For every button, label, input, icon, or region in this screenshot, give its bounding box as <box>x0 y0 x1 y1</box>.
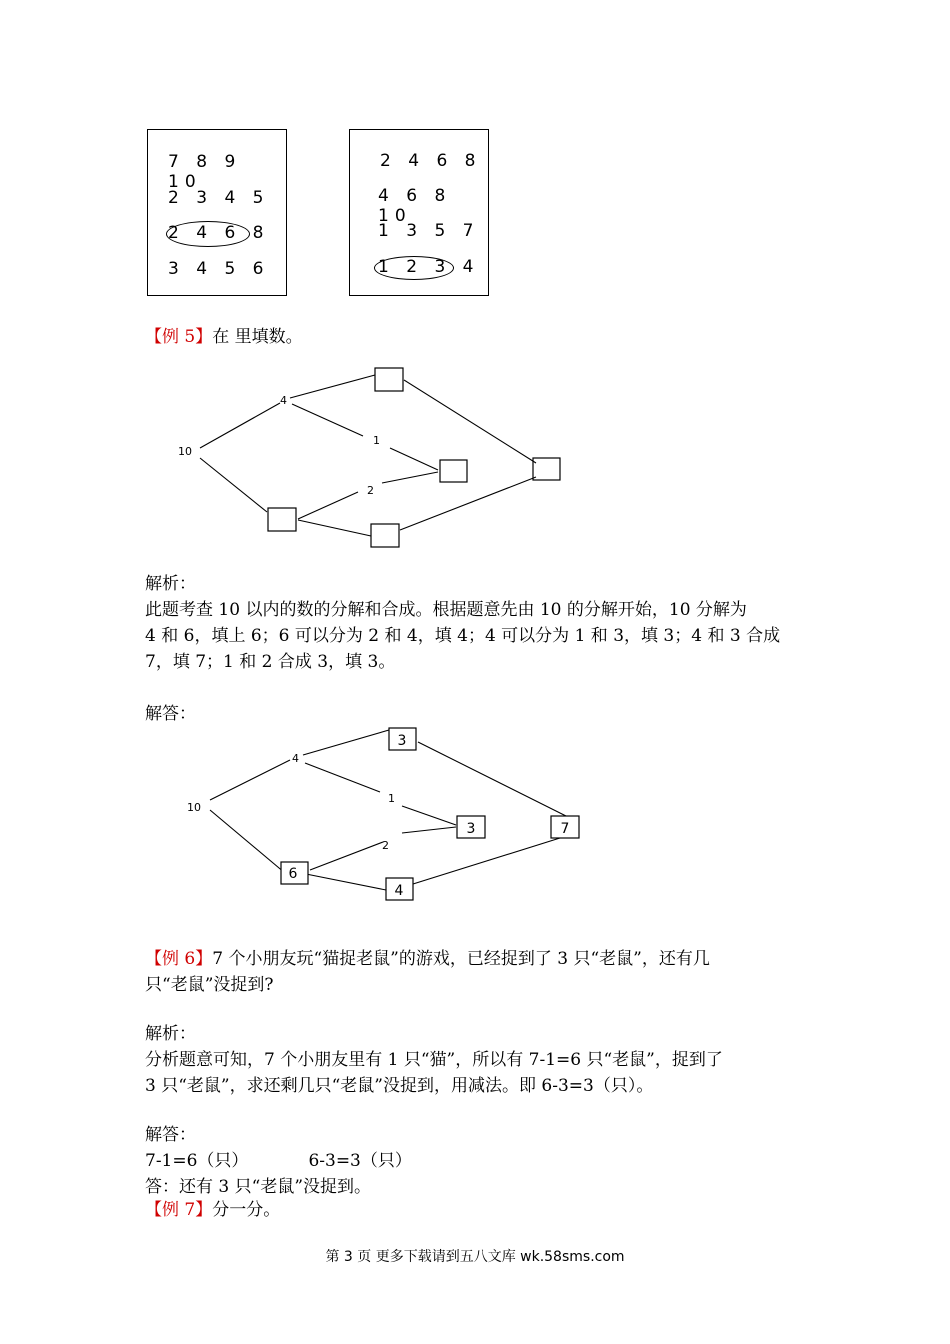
blank-box-left <box>268 508 296 531</box>
number-box-left <box>147 129 287 296</box>
box-row: 2 3 4 5 <box>168 188 270 208</box>
answer-value: 3 <box>466 821 476 837</box>
example-text: 在 里填数。 <box>212 327 303 347</box>
analysis6 <box>145 1021 723 1099</box>
node-label: 2 <box>367 484 374 497</box>
page-footer: 第 3 页 更多下载请到五八文库 wk.58sms.com <box>325 1249 625 1265</box>
analysis5 <box>145 571 780 675</box>
node-label: 10 <box>187 801 201 814</box>
number-box-right <box>349 129 489 296</box>
box-row-circled: 2 4 6 8 <box>168 223 270 243</box>
example-tag: 【例 7】 <box>145 1200 213 1220</box>
blank-box-top <box>375 368 403 391</box>
number-split-diagram-answer <box>0 720 700 910</box>
number-split-diagram-blank <box>0 360 700 560</box>
analysis-line: 此题考查 10 以内的数的分解和合成。根据题意先由 10 的分解开始，10 分解为 <box>145 600 747 620</box>
answer6 <box>145 1122 412 1200</box>
box-row: 1 3 5 7 <box>378 221 480 241</box>
example7 <box>145 1197 280 1223</box>
analysis-line: 7，填 7；1 和 2 合成 3，填 3。 <box>145 652 396 672</box>
node-label: 1 <box>373 434 380 447</box>
box-row-circled: 1 2 3 4 <box>378 257 480 277</box>
analysis-line: 分析题意可知，7 个小朋友里有 1 只“猫”，所以有 7-1=6 只“老鼠”，捉到了 <box>145 1050 723 1070</box>
example-tag: 【例 6】 <box>145 949 213 969</box>
blank-box-mid <box>440 460 467 482</box>
box-row: 3 4 5 6 <box>168 259 270 279</box>
circle-mark <box>374 256 454 280</box>
analysis-line: 3 只“老鼠”，求还剩几只“老鼠”没捉到，用减法。即 6-3=3（只）。 <box>145 1076 654 1096</box>
answer5-heading: 解答： <box>145 704 196 724</box>
example5-title <box>145 324 303 350</box>
example-text: 分一分。 <box>212 1200 281 1220</box>
blank-box-bottom <box>371 524 399 547</box>
box-row: 7 8 9 10 <box>168 152 242 192</box>
answer-value: 3 <box>397 733 407 749</box>
equation: 7-1=6（只） <box>145 1151 249 1171</box>
node-label: 1 <box>388 792 395 805</box>
example6 <box>145 946 710 998</box>
answer-heading: 解答： <box>145 1125 196 1145</box>
answer-value: 7 <box>560 821 570 837</box>
answer-conclusion: 答：还有 3 只“老鼠”没捉到。 <box>145 1177 372 1197</box>
node-label: 4 <box>280 394 287 407</box>
analysis-line: 4 和 6，填上 6；6 可以分为 2 和 4，填 4；4 可以分为 1 和 3，填 3；4 和 3 合成 <box>145 626 781 646</box>
analysis-heading: 解析： <box>145 574 196 594</box>
node-label: 10 <box>178 445 192 458</box>
circle-mark <box>166 221 250 247</box>
example-text: 7 个小朋友玩“猫捉老鼠”的游戏，已经捉到了 3 只“老鼠”，还有几 <box>212 949 710 969</box>
box-row: 4 6 8 10 <box>378 186 452 226</box>
node-label: 4 <box>292 752 299 765</box>
analysis-heading: 解析： <box>145 1024 196 1044</box>
example-text: 只“老鼠”没捉到? <box>145 975 274 995</box>
box-row: 2 4 6 8 <box>380 151 482 171</box>
example-tag: 【例 5】 <box>145 327 213 347</box>
node-label: 2 <box>382 839 389 852</box>
equation: 6-3=3（只） <box>308 1151 412 1171</box>
answer-value: 4 <box>394 883 404 899</box>
blank-box-right <box>533 458 560 480</box>
answer-value: 6 <box>288 866 298 882</box>
